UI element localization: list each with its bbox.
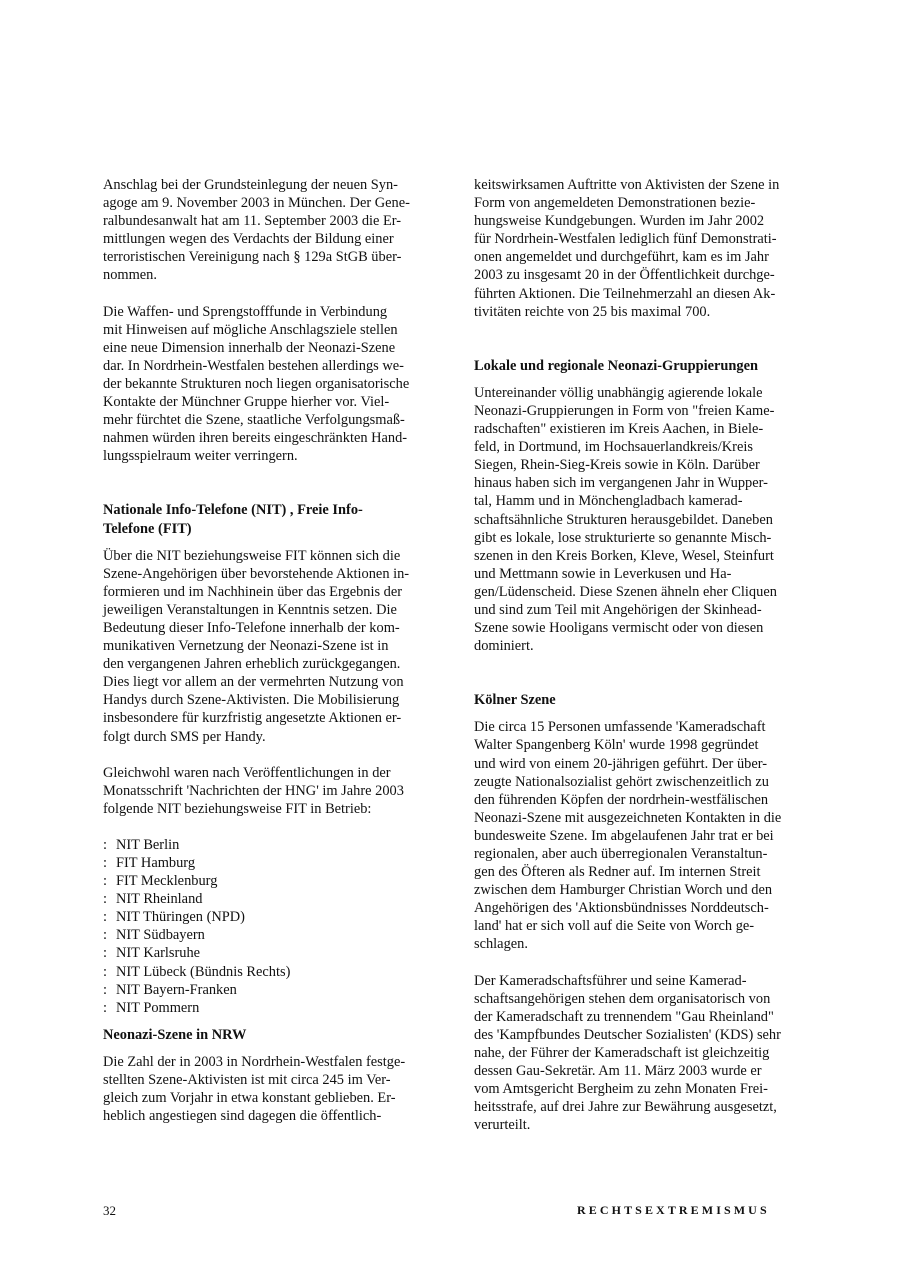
text-line: Die circa 15 Personen umfassende 'Kameradschaft: [474, 719, 766, 736]
text-line: schaftsähnliche Strukturen herausgebildet. Daneben: [474, 511, 773, 528]
section-heading: [103, 1026, 433, 1044]
text-line: Neonazi-Gruppierungen in Form von "freien Kame-: [474, 402, 775, 419]
section-heading: [474, 357, 804, 375]
list-item: [103, 999, 433, 1017]
text-line: agoge am 9. November 2003 in München. Der Gene-: [103, 195, 410, 212]
right-column: [474, 176, 804, 1152]
list-marker: :: [103, 909, 107, 926]
text-line: und sind zum Teil mit Angehörigen der Skinhead-: [474, 601, 762, 618]
text-line: Form von angemeldeten Demonstrationen bezie-: [474, 195, 756, 212]
nit-fit-list: [103, 836, 433, 1017]
list-marker: :: [103, 945, 107, 962]
text-line: Monatsschrift 'Nachrichten der HNG' im Jahre 2003: [103, 782, 404, 799]
list-item-text: NIT Lübeck (Bündnis Rechts): [116, 963, 291, 980]
text-line: der bekannte Strukturen noch liegen organisatorische: [103, 375, 410, 392]
text-line: feld, in Dortmund, im Hochsauerlandkreis/Kreis: [474, 439, 753, 456]
text-line: vom Amtsgericht Bergheim zu zehn Monaten Frei-: [474, 1081, 768, 1098]
text-line: gen des Öfteren als Redner auf. Im internen Streit: [474, 864, 761, 881]
text-line: ralbundesanwalt hat am 11. September 2003 die Er-: [103, 213, 402, 230]
text-line: gleich zum Vorjahr in etwa konstant geblieben. Er-: [103, 1090, 396, 1107]
paragraph: [474, 972, 804, 1135]
text-line: hinaus haben sich im vergangenen Jahr in Wupper-: [474, 475, 768, 492]
text-line: Handys durch Szene-Aktivisten. Die Mobilisierung: [103, 692, 400, 709]
text-line: schaftsangehörigen stehen dem organisatorisch von: [474, 990, 771, 1007]
text-line: den vergangenen Jahren erheblich zurückgegangen.: [103, 656, 401, 673]
text-line: Über die NIT beziehungsweise FIT können sich die: [103, 547, 401, 564]
text-line: munikativen Vernetzung der Neonazi-Szene ist in: [103, 638, 389, 655]
text-line: Neonazi-Szene in NRW: [103, 1026, 247, 1043]
text-line: Angehörigen des 'Aktionsbündnisses Norddeutsch-: [474, 900, 769, 917]
text-line: des 'Kampfbundes Deutscher Sozialisten' (KDS) sehr: [474, 1026, 781, 1043]
text-line: tal, Hamm und in Mönchengladbach kamerad-: [474, 493, 743, 510]
paragraph: [474, 176, 804, 321]
list-marker: :: [103, 891, 107, 908]
text-line: regionalen, aber auch überregionalen Veranstaltun-: [474, 846, 768, 862]
text-line: folgende NIT beziehungsweise FIT in Betrieb:: [103, 800, 372, 817]
text-line: nommen.: [103, 267, 157, 284]
list-item: [103, 944, 433, 962]
text-line: und Mettmann sowie in Leverkusen und Ha-: [474, 565, 732, 582]
text-line: Telefone (FIT): [103, 520, 192, 537]
text-line: dar. In Nordrhein-Westfalen bestehen allerdings we-: [103, 357, 404, 374]
text-line: den führenden Köpfen der nordrhein-westfälischen: [474, 791, 769, 808]
list-item: [103, 872, 433, 890]
list-item: [103, 908, 433, 926]
text-line: und wird von einem 20-jährigen geführt. Der über-: [474, 755, 768, 772]
paragraph: [474, 718, 804, 953]
left-column: [103, 176, 433, 1143]
text-line: zeugte Nationalsozialist gehört zwischenzeitlich zu: [474, 773, 769, 790]
text-line: terroristischen Vereinigung nach § 129a StGB über-: [103, 249, 402, 266]
text-line: radschaften" existieren im Kreis Aachen, in Biele-: [474, 421, 764, 438]
text-line: mit Hinweisen auf mögliche Anschlagsziele stellen: [103, 321, 398, 338]
text-line: Dies liegt vor allem an der vermehrten Nutzung von: [103, 674, 404, 691]
text-line: stellten Szene-Aktivisten ist mit circa 245 im Ver-: [103, 1072, 391, 1089]
text-line: Szene-Angehörigen über bevorstehende Aktionen in-: [103, 565, 410, 582]
list-item-text: NIT Rheinland: [116, 891, 203, 908]
text-line: zwischen dem Hamburger Christian Worch und den: [474, 882, 773, 899]
list-item-text: NIT Bayern-Franken: [116, 981, 237, 998]
list-item-text: NIT Karlsruhe: [116, 945, 201, 962]
list-item-text: NIT Pommern: [116, 999, 200, 1016]
text-line: onen angemeldet und durchgeführt, kam es im Jahr: [474, 249, 769, 266]
text-line: dessen Gau-Sekretär. Am 11. März 2003 wurde er: [474, 1063, 762, 1080]
text-line: formieren und im Nachhinein über das Ergebnis der: [103, 583, 403, 600]
list-item: [103, 854, 433, 872]
text-line: hungsweise Kundgebungen. Wurden im Jahr 2002: [474, 213, 765, 230]
paragraph: [103, 764, 433, 818]
list-marker: :: [103, 981, 107, 998]
list-item-text: NIT Berlin: [116, 836, 180, 853]
paragraph: [103, 303, 433, 466]
text-line: Die Zahl der in 2003 in Nordrhein-Westfalen festge-: [103, 1053, 406, 1070]
paragraph: [474, 384, 804, 655]
text-line: Untereinander völlig unabhängig agierende lokale: [474, 384, 763, 401]
list-item: [103, 981, 433, 999]
text-line: dominiert.: [474, 638, 534, 655]
text-line: 2003 zu insgesamt 20 in der Öffentlichkeit durchge-: [474, 267, 775, 284]
text-line: Bedeutung dieser Info-Telefone innerhalb der kom-: [103, 619, 400, 636]
text-line: verurteilt.: [474, 1117, 531, 1134]
text-line: nahmen würden ihren bereits eingeschränkten Hand-: [103, 430, 408, 447]
text-line: eine neue Dimension innerhalb der Neonazi-Szene: [103, 339, 396, 356]
text-line: der Kameradschaft zu trennendem "Gau Rheinland": [474, 1008, 774, 1025]
list-item: [103, 890, 433, 908]
list-item-text: FIT Mecklenburg: [116, 873, 218, 890]
list-marker: :: [103, 999, 107, 1016]
text-line: tivitäten reichte von 25 bis maximal 700.: [474, 303, 711, 320]
list-marker: :: [103, 963, 107, 980]
text-line: keitswirksamen Auftritte von Aktivisten der Szene in: [474, 177, 780, 193]
text-line: Nationale Info-Telefone (NIT) , Freie Info-: [103, 502, 363, 519]
paragraph: [103, 176, 433, 285]
text-line: Der Kameradschaftsführer und seine Kamerad-: [474, 972, 747, 989]
text-line: gen/Lüdenscheid. Diese Szenen ähneln eher Cliquen: [474, 583, 777, 600]
paragraph: [103, 1053, 433, 1125]
running-title: RECHTSEXTREMISMUS: [577, 1203, 770, 1217]
text-line: Szene sowie Hooligans vermischt oder von diesen: [474, 620, 764, 637]
paragraph: [103, 547, 433, 746]
list-item-text: NIT Thüringen (NPD): [116, 909, 245, 926]
list-marker: :: [103, 855, 107, 871]
list-item: [103, 963, 433, 981]
text-line: heblich angestiegen sind dagegen die öffentlich-: [103, 1108, 382, 1125]
section-heading: [103, 501, 433, 537]
list-item-text: FIT Hamburg: [116, 855, 196, 871]
text-line: für Nordrhein-Westfalen lediglich fünf Demonstrati-: [474, 231, 777, 248]
section-heading: [474, 691, 804, 709]
text-line: führten Aktionen. Die Teilnehmerzahl an diesen Ak-: [474, 285, 776, 302]
text-line: nahe, der Führer der Kameradschaft ist gleichzeitig: [474, 1044, 770, 1061]
text-line: lungsspielraum weiter verringern.: [103, 448, 298, 465]
text-line: szenen in den Kreis Borken, Kleve, Wesel, Steinfurt: [474, 547, 774, 564]
text-line: folgt durch SMS per Handy.: [103, 728, 266, 745]
list-marker: :: [103, 873, 107, 890]
text-line: Walter Spangenberg Köln' wurde 1998 gegründet: [474, 737, 759, 754]
text-line: heitsstrafe, auf drei Jahre zur Bewährung ausgesetzt,: [474, 1099, 777, 1116]
list-item-text: NIT Südbayern: [116, 927, 205, 944]
list-item: [103, 926, 433, 944]
text-line: jeweiligen Veranstaltungen in Kenntnis setzen. Die: [103, 601, 397, 618]
list-item: [103, 836, 433, 854]
text-line: Lokale und regionale Neonazi-Gruppierungen: [474, 357, 758, 374]
text-line: schlagen.: [474, 936, 528, 953]
text-line: Die Waffen- und Sprengstofffunde in Verbindung: [103, 303, 388, 320]
text-line: Anschlag bei der Grundsteinlegung der neuen Syn-: [103, 177, 398, 193]
page-number: 32: [103, 1203, 116, 1218]
text-line: Siegen, Rhein-Sieg-Kreis sowie in Köln. Darüber: [474, 457, 760, 474]
text-line: Gleichwohl waren nach Veröffentlichungen in der: [103, 764, 391, 781]
text-line: insbesondere für kurzfristig angesetzte Aktionen er-: [103, 710, 402, 727]
text-line: Kölner Szene: [474, 692, 556, 709]
text-line: Neonazi-Szene mit ausgezeichneten Kontakten in die: [474, 809, 782, 826]
text-line: land' hat er sich voll auf die Seite von Worch ge-: [474, 918, 755, 935]
list-marker: :: [103, 836, 107, 853]
text-line: mittlungen wegen des Verdachts der Bildung einer: [103, 231, 394, 248]
list-marker: :: [103, 927, 107, 944]
text-line: bundesweite Szene. Im abgelaufenen Jahr trat er bei: [474, 827, 774, 844]
text-line: mehr fürchtet die Szene, staatliche Verfolgungsmaß-: [103, 412, 405, 429]
text-line: gibt es lokale, lose strukturierte so genannte Misch-: [474, 529, 772, 546]
text-line: Kontakte der Münchner Gruppe hierher vor. Viel-: [103, 394, 390, 411]
